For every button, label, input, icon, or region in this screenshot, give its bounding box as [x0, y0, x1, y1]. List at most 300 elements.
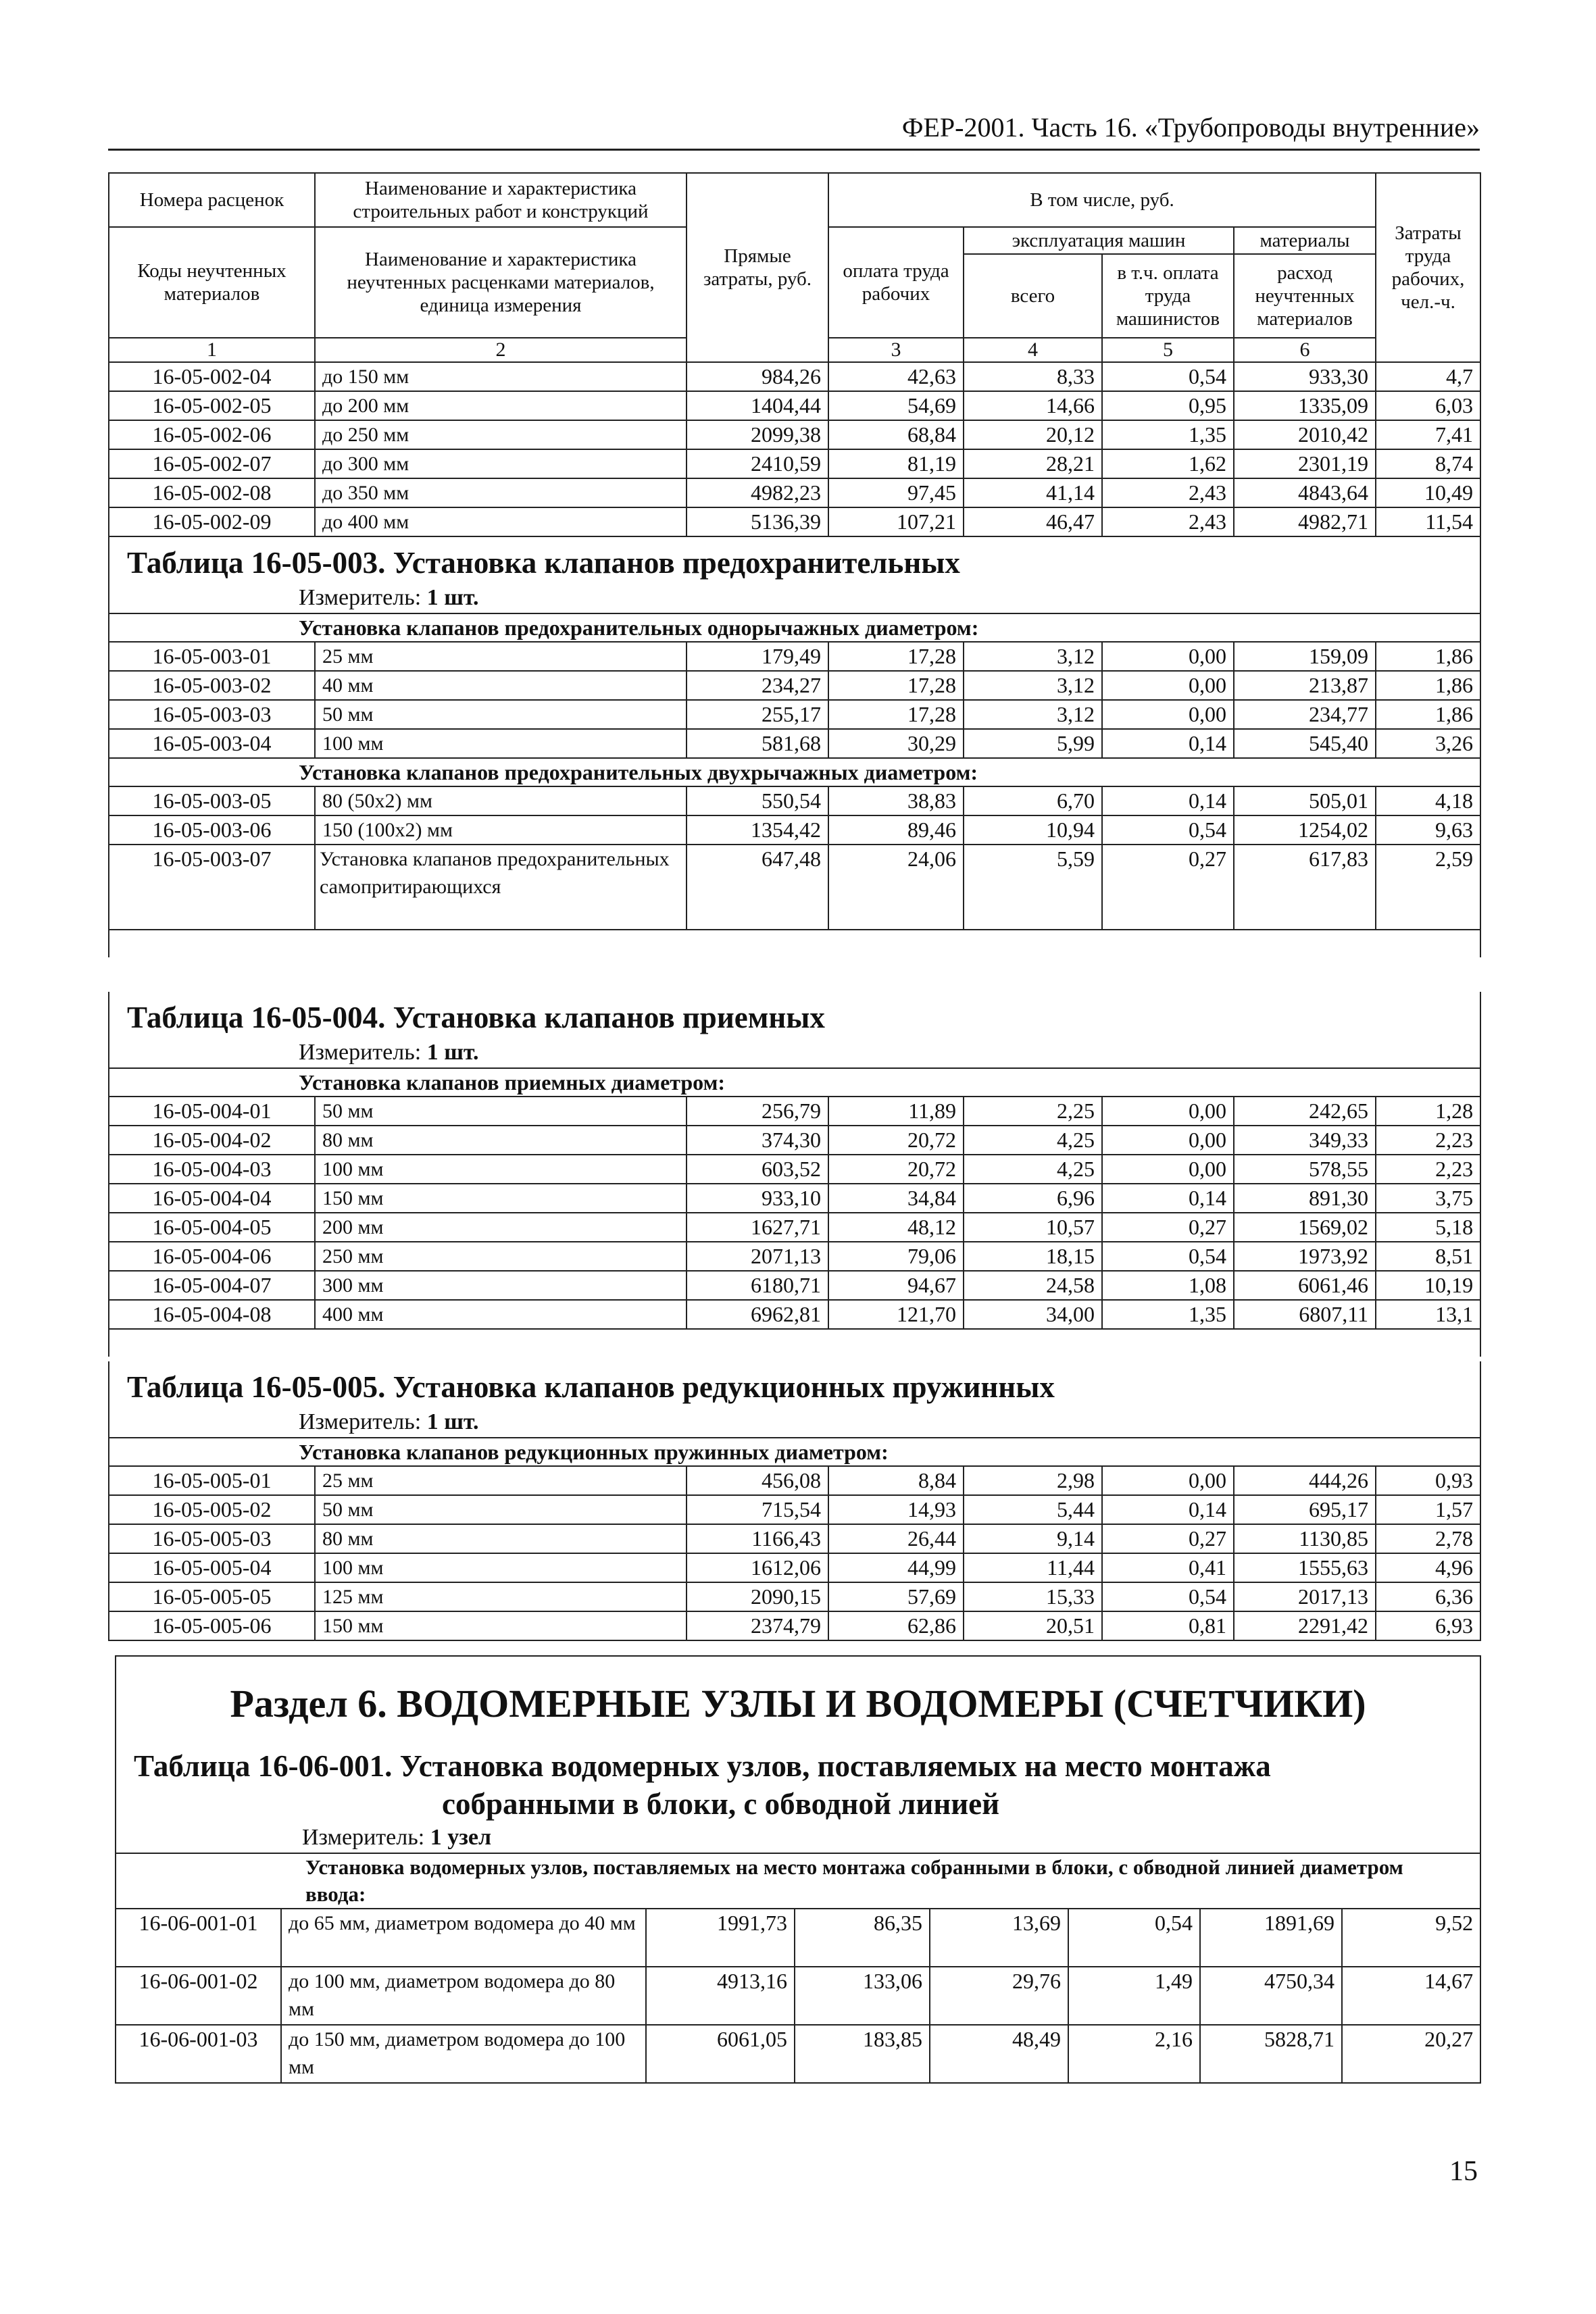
rate-code: 16-05-004-04: [109, 1184, 315, 1213]
table-row: [109, 362, 1480, 391]
machinist-wages: 0,54: [1102, 815, 1234, 845]
labor-costs: 0,93: [1376, 1466, 1480, 1495]
table-006-subheading: Установка водомерных узлов, поставляемых на место монтажа собранными в блоки, с обводной линией диаметром ввода:: [116, 1853, 1480, 1909]
machinist-wages: 1,35: [1102, 1300, 1234, 1329]
labor-costs: 1,57: [1376, 1495, 1480, 1524]
machine-total: 46,47: [964, 507, 1102, 536]
rate-code: 16-05-005-04: [109, 1553, 315, 1582]
direct-costs: 984,26: [687, 362, 828, 391]
rate-name: до 200 мм: [315, 391, 687, 420]
labor-costs: 1,86: [1376, 642, 1480, 671]
table-row: [116, 1909, 1480, 1967]
direct-costs: 255,17: [687, 700, 828, 729]
col-number: 3: [828, 338, 964, 362]
header-codes-unaccounted: Коды неучтенных материалов: [109, 227, 315, 338]
rate-code: 16-05-002-04: [109, 362, 315, 391]
wages: 86,35: [795, 1909, 930, 1967]
table-002-body: [109, 362, 1480, 536]
materials-usage: 1130,85: [1234, 1524, 1376, 1553]
header-labor-costs: Затраты труда рабочих, чел.-ч.: [1376, 173, 1480, 362]
materials-usage: 545,40: [1234, 729, 1376, 758]
machinist-wages: 0,95: [1102, 391, 1234, 420]
table-003-subheading-1: Установка клапанов предохранительных однорычажных диаметром:: [109, 613, 1480, 642]
labor-costs: 4,7: [1376, 362, 1480, 391]
machine-total: 28,21: [964, 449, 1102, 478]
machine-total: 10,57: [964, 1213, 1102, 1242]
machinist-wages: 0,14: [1102, 1184, 1234, 1213]
table-row: [109, 507, 1480, 536]
rate-name: до 400 мм: [315, 507, 687, 536]
rate-code: 16-05-005-06: [109, 1611, 315, 1640]
page-number: 15: [1449, 2156, 1478, 2187]
labor-costs: 2,78: [1376, 1524, 1480, 1553]
wages: 81,19: [828, 449, 964, 478]
machinist-wages: 0,14: [1102, 1495, 1234, 1524]
machinist-wages: 0,54: [1068, 1909, 1200, 1967]
wages: 11,89: [828, 1097, 964, 1126]
rate-code: 16-05-002-05: [109, 391, 315, 420]
section-6-title: Раздел 6. ВОДОМЕРНЫЕ УЗЛЫ И ВОДОМЕРЫ (СЧЕТЧИКИ): [116, 1656, 1480, 1738]
table-row: [109, 1466, 1480, 1495]
wages: 17,28: [828, 700, 964, 729]
direct-costs: 550,54: [687, 786, 828, 815]
wages: 121,70: [828, 1300, 964, 1329]
materials-usage: 578,55: [1234, 1155, 1376, 1184]
wages: 38,83: [828, 786, 964, 815]
machinist-wages: 0,00: [1102, 1155, 1234, 1184]
direct-costs: 715,54: [687, 1495, 828, 1524]
machinist-wages: 0,14: [1102, 786, 1234, 815]
rate-name: Установка клапанов предохранительных самопритирающихся: [315, 845, 687, 930]
table-row: [109, 420, 1480, 449]
col-number: 5: [1102, 338, 1234, 362]
table-004-subheading: Установка клапанов приемных диаметром:: [109, 1068, 1480, 1097]
table-005-body: [109, 1466, 1480, 1640]
machine-total: 15,33: [964, 1582, 1102, 1611]
direct-costs: 6962,81: [687, 1300, 828, 1329]
wages: 89,46: [828, 815, 964, 845]
wages: 26,44: [828, 1524, 964, 1553]
rate-name: 80 (50х2) мм: [315, 786, 687, 815]
machinist-wages: 0,27: [1102, 1213, 1234, 1242]
materials-usage: 1254,02: [1234, 815, 1376, 845]
table-004-meter: Измеритель: 1 шт.: [109, 1038, 1480, 1068]
rate-name: 50 мм: [315, 1495, 687, 1524]
table-row: [109, 1300, 1480, 1329]
rate-code: 16-05-002-07: [109, 449, 315, 478]
spacer: [109, 1329, 1480, 1357]
col-number: 2: [315, 338, 687, 362]
direct-costs: 6061,05: [646, 2025, 795, 2083]
machine-total: 24,58: [964, 1271, 1102, 1300]
table-row: [109, 1271, 1480, 1300]
rate-code: 16-05-004-06: [109, 1242, 315, 1271]
table-006-title: Таблица 16-06-001. Установка водомерных узлов, поставляемых на место монтажа собранными в блоки, с обводной линией: [116, 1738, 1480, 1823]
materials-usage: 234,77: [1234, 700, 1376, 729]
wages: 20,72: [828, 1155, 964, 1184]
rate-name: до 250 мм: [315, 420, 687, 449]
rate-code: 16-05-004-05: [109, 1213, 315, 1242]
running-head: ФЕР-2001. Часть 16. «Трубопроводы внутренние»: [901, 112, 1480, 143]
machine-total: 13,69: [930, 1909, 1068, 1967]
table-row: [109, 391, 1480, 420]
machine-total: 6,70: [964, 786, 1102, 815]
header-materials-usage: расход неучтенных материалов: [1234, 254, 1376, 338]
header-direct-costs: Прямые затраты, руб.: [687, 173, 828, 362]
labor-costs: 5,18: [1376, 1213, 1480, 1242]
materials-usage: 1569,02: [1234, 1213, 1376, 1242]
machinist-wages: 2,43: [1102, 507, 1234, 536]
rate-code: 16-05-003-03: [109, 700, 315, 729]
direct-costs: 1404,44: [687, 391, 828, 420]
rate-name: 100 мм: [315, 1553, 687, 1582]
materials-usage: 5828,71: [1200, 2025, 1342, 2083]
header-machine-operation: эксплуатация машин: [964, 227, 1234, 254]
rate-code: 16-05-003-04: [109, 729, 315, 758]
rate-name: 100 мм: [315, 1155, 687, 1184]
materials-usage: 1555,63: [1234, 1553, 1376, 1582]
rate-name: 25 мм: [315, 1466, 687, 1495]
rate-name: до 150 мм, диаметром водомера до 100 мм: [281, 2025, 646, 2083]
labor-costs: 1,86: [1376, 700, 1480, 729]
rate-code: 16-05-004-01: [109, 1097, 315, 1126]
materials-usage: 4843,64: [1234, 478, 1376, 507]
labor-costs: 3,75: [1376, 1184, 1480, 1213]
rate-code: 16-05-004-07: [109, 1271, 315, 1300]
machine-total: 3,12: [964, 642, 1102, 671]
materials-usage: 349,33: [1234, 1126, 1376, 1155]
direct-costs: 179,49: [687, 642, 828, 671]
header-rate-numbers: Номера расценок: [109, 173, 315, 227]
rate-name: 250 мм: [315, 1242, 687, 1271]
table-006-body: [116, 1909, 1480, 2083]
direct-costs: 603,52: [687, 1155, 828, 1184]
labor-costs: 9,63: [1376, 815, 1480, 845]
materials-usage: 695,17: [1234, 1495, 1376, 1524]
labor-costs: 10,19: [1376, 1271, 1480, 1300]
rate-name: 50 мм: [315, 1097, 687, 1126]
machinist-wages: 0,27: [1102, 845, 1234, 930]
machine-total: 5,59: [964, 845, 1102, 930]
spacer: [109, 930, 1480, 957]
wages: 54,69: [828, 391, 964, 420]
rate-code: 16-05-005-01: [109, 1466, 315, 1495]
rate-name: 125 мм: [315, 1582, 687, 1611]
wages: 94,67: [828, 1271, 964, 1300]
machine-total: 8,33: [964, 362, 1102, 391]
rate-code: 16-06-001-03: [116, 2025, 281, 2083]
table-004-title: Таблица 16-05-004. Установка клапанов приемных: [109, 992, 1480, 1038]
table-004-body: [109, 1097, 1480, 1329]
rate-code: 16-05-002-06: [109, 420, 315, 449]
rate-name: 80 мм: [315, 1524, 687, 1553]
machinist-wages: 0,54: [1102, 1582, 1234, 1611]
table-row: [109, 1524, 1480, 1553]
labor-costs: 4,18: [1376, 786, 1480, 815]
machine-total: 18,15: [964, 1242, 1102, 1271]
rate-code: 16-05-005-02: [109, 1495, 315, 1524]
wages: 42,63: [828, 362, 964, 391]
wages: 44,99: [828, 1553, 964, 1582]
table-003-body-1: [109, 642, 1480, 758]
direct-costs: 1166,43: [687, 1524, 828, 1553]
machinist-wages: 0,41: [1102, 1553, 1234, 1582]
table-005-title: Таблица 16-05-005. Установка клапанов редукционных пружинных: [109, 1361, 1480, 1407]
machine-total: 4,25: [964, 1126, 1102, 1155]
direct-costs: 647,48: [687, 845, 828, 930]
table-row: [109, 1126, 1480, 1155]
labor-costs: 9,52: [1342, 1909, 1480, 1967]
direct-costs: 374,30: [687, 1126, 828, 1155]
machine-total: 6,96: [964, 1184, 1102, 1213]
materials-usage: 2017,13: [1234, 1582, 1376, 1611]
table-16-06-001: [115, 1655, 1481, 2084]
labor-costs: 1,28: [1376, 1097, 1480, 1126]
machine-total: 9,14: [964, 1524, 1102, 1553]
wages: 57,69: [828, 1582, 964, 1611]
rate-code: 16-05-005-03: [109, 1524, 315, 1553]
wages: 107,21: [828, 507, 964, 536]
direct-costs: 2374,79: [687, 1611, 828, 1640]
machine-total: 11,44: [964, 1553, 1102, 1582]
direct-costs: 2090,15: [687, 1582, 828, 1611]
wages: 8,84: [828, 1466, 964, 1495]
machinist-wages: 1,49: [1068, 1967, 1200, 2025]
labor-costs: 1,86: [1376, 671, 1480, 700]
materials-usage: 1973,92: [1234, 1242, 1376, 1271]
labor-costs: 14,67: [1342, 1967, 1480, 2025]
machine-total: 10,94: [964, 815, 1102, 845]
direct-costs: 456,08: [687, 1466, 828, 1495]
table-row: [109, 1184, 1480, 1213]
table-row: [109, 700, 1480, 729]
rate-code: 16-06-001-01: [116, 1909, 281, 1967]
wages: 14,93: [828, 1495, 964, 1524]
direct-costs: 1991,73: [646, 1909, 795, 1967]
machinist-wages: 1,35: [1102, 420, 1234, 449]
table-003-body-2: [109, 786, 1480, 845]
machinist-wages: 0,00: [1102, 1466, 1234, 1495]
labor-costs: 6,03: [1376, 391, 1480, 420]
machine-total: 2,98: [964, 1466, 1102, 1495]
table-row: [109, 1155, 1480, 1184]
rate-name: до 300 мм: [315, 449, 687, 478]
materials-usage: 891,30: [1234, 1184, 1376, 1213]
labor-costs: 2,23: [1376, 1126, 1480, 1155]
machine-total: 3,12: [964, 700, 1102, 729]
table-row: [109, 642, 1480, 671]
machinist-wages: 1,62: [1102, 449, 1234, 478]
wages: 24,06: [828, 845, 964, 930]
table-16-05-004: [108, 992, 1481, 1357]
table-row: [109, 786, 1480, 815]
wages: 133,06: [795, 1967, 930, 2025]
col-number: 4: [964, 338, 1102, 362]
col-number: 1: [109, 338, 315, 362]
machine-total: 5,44: [964, 1495, 1102, 1524]
table-row: [109, 1213, 1480, 1242]
wages: 48,12: [828, 1213, 964, 1242]
machine-total: 5,99: [964, 729, 1102, 758]
direct-costs: 4982,23: [687, 478, 828, 507]
materials-usage: 6061,46: [1234, 1271, 1376, 1300]
table-005-subheading: Установка клапанов редукционных пружинных диаметром:: [109, 1438, 1480, 1466]
table-003-subheading-2: Установка клапанов предохранительных двухрычажных диаметром:: [109, 758, 1480, 786]
materials-usage: 159,09: [1234, 642, 1376, 671]
table-row: [109, 1242, 1480, 1271]
rate-name: 300 мм: [315, 1271, 687, 1300]
materials-usage: 213,87: [1234, 671, 1376, 700]
table-row: [109, 449, 1480, 478]
rate-code: 16-05-005-05: [109, 1582, 315, 1611]
direct-costs: 581,68: [687, 729, 828, 758]
materials-usage: 1891,69: [1200, 1909, 1342, 1967]
rate-name: 200 мм: [315, 1213, 687, 1242]
table-003-meter: Измеритель: 1 шт.: [109, 583, 1480, 613]
table-row: [116, 1967, 1480, 2025]
labor-costs: 7,41: [1376, 420, 1480, 449]
machinist-wages: 2,16: [1068, 2025, 1200, 2083]
direct-costs: 1627,71: [687, 1213, 828, 1242]
rates-table-header: [108, 172, 1481, 537]
table-16-05-005: [108, 1361, 1481, 1641]
labor-costs: 10,49: [1376, 478, 1480, 507]
direct-costs: 6180,71: [687, 1271, 828, 1300]
wages: 97,45: [828, 478, 964, 507]
labor-costs: 6,93: [1376, 1611, 1480, 1640]
machine-total: 20,12: [964, 420, 1102, 449]
header-name-works: Наименование и характеристика строительных работ и конструкций: [315, 173, 687, 227]
machinist-wages: 0,00: [1102, 1097, 1234, 1126]
wages: 68,84: [828, 420, 964, 449]
table-row: [109, 729, 1480, 758]
machinist-wages: 0,00: [1102, 671, 1234, 700]
labor-costs: 2,59: [1376, 845, 1480, 930]
rate-name: до 350 мм: [315, 478, 687, 507]
rate-code: 16-05-003-02: [109, 671, 315, 700]
table-row: [109, 1611, 1480, 1640]
materials-usage: 1335,09: [1234, 391, 1376, 420]
labor-costs: 4,96: [1376, 1553, 1480, 1582]
materials-usage: 4750,34: [1200, 1967, 1342, 2025]
materials-usage: 4982,71: [1234, 507, 1376, 536]
direct-costs: 1354,42: [687, 815, 828, 845]
labor-costs: 8,74: [1376, 449, 1480, 478]
rate-name: до 100 мм, диаметром водомера до 80 мм: [281, 1967, 646, 2025]
rate-name: 80 мм: [315, 1126, 687, 1155]
table-row: [109, 1553, 1480, 1582]
table-row: [109, 1097, 1480, 1126]
direct-costs: 5136,39: [687, 507, 828, 536]
machinist-wages: 2,43: [1102, 478, 1234, 507]
col-number: 6: [1234, 338, 1376, 362]
rate-code: 16-05-003-06: [109, 815, 315, 845]
table-row: [109, 815, 1480, 845]
rate-code: 16-05-002-08: [109, 478, 315, 507]
machinist-wages: 0,27: [1102, 1524, 1234, 1553]
direct-costs: 2071,13: [687, 1242, 828, 1271]
table-006-meter: Измеритель: 1 узел: [116, 1823, 1480, 1853]
rate-name: 25 мм: [315, 642, 687, 671]
rate-name: 50 мм: [315, 700, 687, 729]
machinist-wages: 0,00: [1102, 700, 1234, 729]
machinist-wages: 0,54: [1102, 362, 1234, 391]
wages: 17,28: [828, 642, 964, 671]
direct-costs: 1612,06: [687, 1553, 828, 1582]
direct-costs: 234,27: [687, 671, 828, 700]
table-row: [116, 2025, 1480, 2083]
table-row: [109, 1582, 1480, 1611]
table-003-title: Таблица 16-05-003. Установка клапанов предохранительных: [109, 536, 1480, 583]
machine-total: 29,76: [930, 1967, 1068, 2025]
machine-total: 20,51: [964, 1611, 1102, 1640]
header-materials: материалы: [1234, 227, 1376, 254]
machine-total: 4,25: [964, 1155, 1102, 1184]
machine-total: 34,00: [964, 1300, 1102, 1329]
header-total: всего: [964, 254, 1102, 338]
rate-name: до 150 мм: [315, 362, 687, 391]
materials-usage: 2301,19: [1234, 449, 1376, 478]
direct-costs: 2410,59: [687, 449, 828, 478]
machinist-wages: 0,00: [1102, 642, 1234, 671]
materials-usage: 617,83: [1234, 845, 1376, 930]
table-row: [109, 845, 1480, 930]
labor-costs: 2,23: [1376, 1155, 1480, 1184]
machinist-wages: 0,54: [1102, 1242, 1234, 1271]
wages: 34,84: [828, 1184, 964, 1213]
materials-usage: 242,65: [1234, 1097, 1376, 1126]
machine-total: 14,66: [964, 391, 1102, 420]
rate-code: 16-05-003-07: [109, 845, 315, 930]
direct-costs: 933,10: [687, 1184, 828, 1213]
table-row: [109, 671, 1480, 700]
header-including: В том числе, руб.: [828, 173, 1376, 227]
labor-costs: 6,36: [1376, 1582, 1480, 1611]
labor-costs: 20,27: [1342, 2025, 1480, 2083]
header-wages: оплата труда рабочих: [828, 227, 964, 338]
rate-code: 16-05-004-08: [109, 1300, 315, 1329]
materials-usage: 444,26: [1234, 1466, 1376, 1495]
table-row: [109, 1495, 1480, 1524]
table-005-meter: Измеритель: 1 шт.: [109, 1407, 1480, 1438]
header-machinist-wages: в т.ч. оплата труда машинистов: [1102, 254, 1234, 338]
rate-name: 150 (100х2) мм: [315, 815, 687, 845]
labor-costs: 3,26: [1376, 729, 1480, 758]
table-16-05-003: [108, 536, 1481, 957]
direct-costs: 256,79: [687, 1097, 828, 1126]
wages: 79,06: [828, 1242, 964, 1271]
rate-name: до 65 мм, диаметром водомера до 40 мм: [281, 1909, 646, 1967]
header-name-materials: Наименование и характеристика неучтенных расценками материалов, единица измерения: [315, 227, 687, 338]
labor-costs: 11,54: [1376, 507, 1480, 536]
header-rule: [108, 149, 1480, 151]
wages: 183,85: [795, 2025, 930, 2083]
rate-code: 16-05-002-09: [109, 507, 315, 536]
wages: 30,29: [828, 729, 964, 758]
rate-code: 16-05-003-01: [109, 642, 315, 671]
direct-costs: 2099,38: [687, 420, 828, 449]
rate-code: 16-06-001-02: [116, 1967, 281, 2025]
table-row: [109, 478, 1480, 507]
rate-code: 16-05-004-02: [109, 1126, 315, 1155]
materials-usage: 2291,42: [1234, 1611, 1376, 1640]
rate-name: 100 мм: [315, 729, 687, 758]
rate-code: 16-05-004-03: [109, 1155, 315, 1184]
machine-total: 3,12: [964, 671, 1102, 700]
rate-code: 16-05-003-05: [109, 786, 315, 815]
materials-usage: 933,30: [1234, 362, 1376, 391]
machinist-wages: 1,08: [1102, 1271, 1234, 1300]
